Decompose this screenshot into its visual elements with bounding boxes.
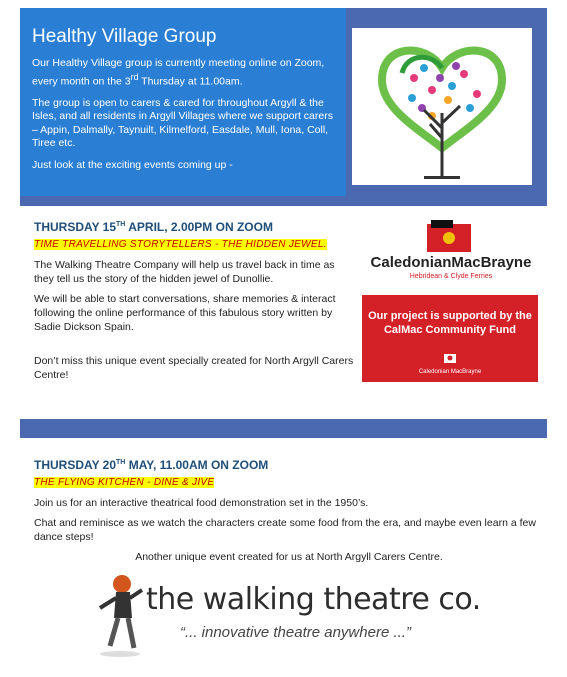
calmac-name: CaledonianMacBrayne [370,254,532,271]
hero-paragraph-2: The group is open to carers & cared for throughout Argyll & the Isles, and all residents in Argyll Villages where we support carers – Appin, Dalmally, Taynuilt, Kilmelford, Easdale, Mull, Iona, Coll, Tiree etc. [32,96,333,149]
hero-title: Healthy Village Group [32,26,217,47]
calmac-logo [357,218,545,286]
walking-figure-icon [90,568,150,658]
walking-theatre-tagline: “... innovative theatre anywhere ...” [180,624,411,641]
calmac-banner-text: Our project is supported by the CalMac Community Fund [368,310,532,336]
hero-text-panel [20,8,346,196]
event-2-paragraph-1: Join us for an interactive theatrical food demonstration set in the 1950’s. [34,497,369,509]
heart-tree-image [352,28,532,185]
calmac-tagline: Hebridean & Clyde Ferries [409,273,493,280]
event-1-section [34,220,354,382]
event-1-subtitle: TIME TRAVELLING STORYTELLERS - THE HIDDEN JEWEL. [34,239,327,250]
event-1-paragraph-2: We will be able to start conversations, share memories & interact following the online performance of this fabulous story written by Sadie Dickson Spain. [34,293,336,333]
calmac-fund-banner [362,295,538,382]
event-2-heading: THURSDAY 20TH MAY, 11.00AM ON ZOOM [34,458,269,472]
section-divider-bar [20,419,547,438]
event-1-heading: THURSDAY 15TH APRIL, 2.00PM ON ZOOM [34,220,273,234]
event-2-subtitle: THE FLYING KITCHEN - DINE & JIVE [34,477,215,488]
event-2-section [34,458,544,564]
calmac-mini-icon [443,352,457,364]
hero-paragraph-3: Just look at the exciting events coming up - [32,158,233,171]
event-2-paragraph-3: Another unique event created for us at North Argyll Carers Centre. [135,551,443,563]
calmac-banner-logo: Caledonian MacBrayne [362,351,538,375]
hero-frame [20,8,547,206]
walking-theatre-logo [90,568,490,658]
event-1-paragraph-3: Don’t miss this unique event specially created for North Argyll Carers Centre! [34,355,354,381]
event-1-paragraph-1: The Walking Theatre Company will help us travel back in time as they tell us the story of the hidden jewel of Dunollie. [34,259,335,285]
hero-paragraph-1: Our Healthy Village group is currently meeting online on Zoom, every month on the 3rd Thursday at 11.00am. [32,57,325,87]
event-2-paragraph-2: Chat and reminisce as we watch the characters create some food from the era, and maybe even learn a few dance steps! [34,517,536,543]
walking-theatre-name: the walking theatre co. [146,582,481,617]
